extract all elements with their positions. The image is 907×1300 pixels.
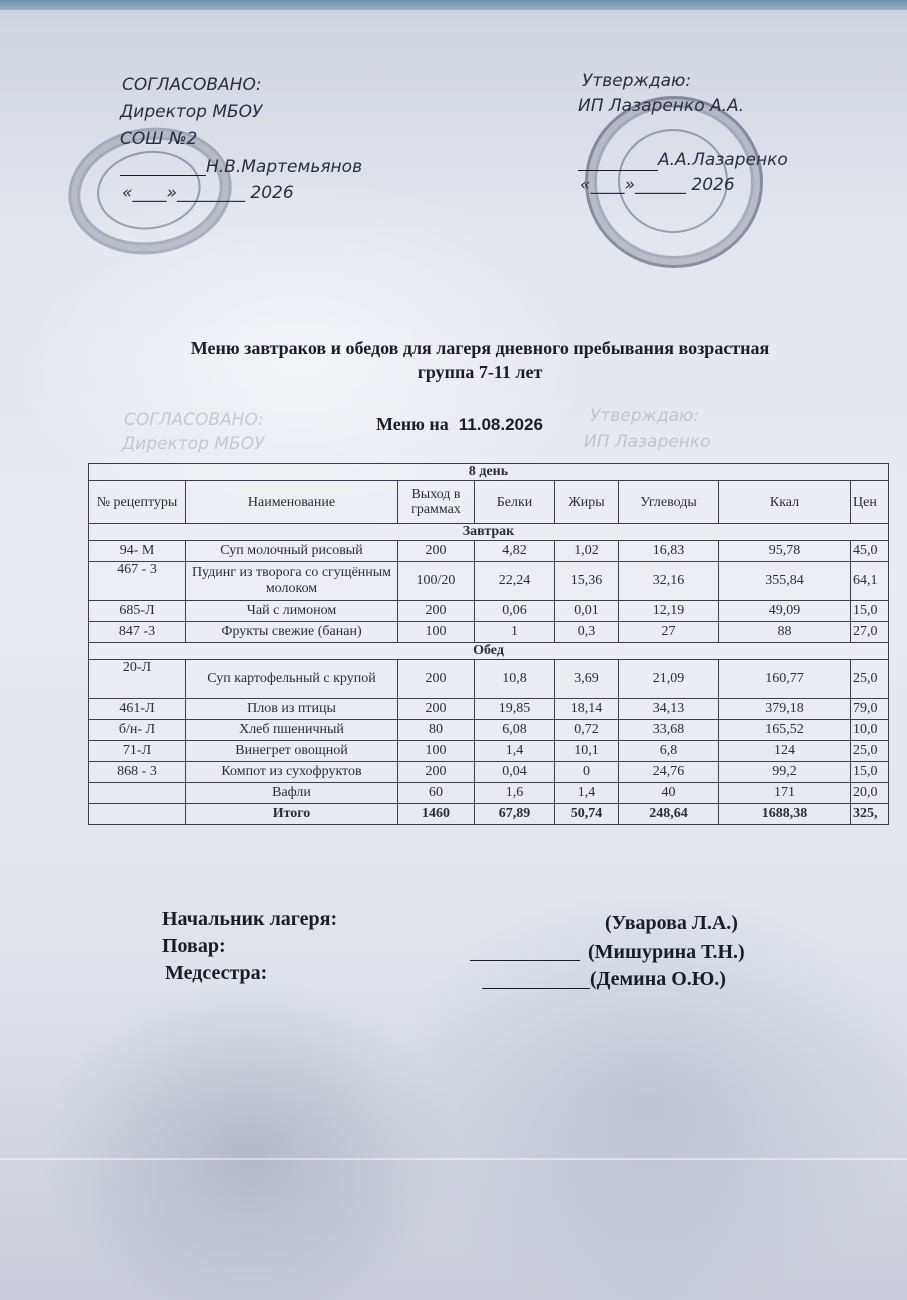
cell-fat: 50,74 — [555, 804, 619, 825]
cell-carbs: 24,76 — [619, 762, 719, 783]
cell-price: 15,0 — [851, 601, 889, 622]
cell-fat: 0,01 — [555, 601, 619, 622]
cell-name: Суп молочный рисовый — [186, 541, 398, 562]
nurse-label: Медсестра: — [165, 962, 268, 984]
cell-protein: 1 — [475, 622, 555, 643]
cell-carbs: 34,13 — [619, 699, 719, 720]
cell-name: Винегрет овощной — [186, 741, 398, 762]
menu-date-label: Меню на — [376, 414, 449, 434]
cell-price: 25,0 — [851, 741, 889, 762]
table-row — [89, 762, 889, 783]
cell-carbs: 6,8 — [619, 741, 719, 762]
day-row — [89, 464, 889, 481]
cell-name: Суп картофельный с крупой — [186, 660, 398, 699]
cell-protein: 4,82 — [475, 541, 555, 562]
cell-code: 868 - 3 — [89, 762, 186, 783]
cell-name: Чай с лимоном — [186, 601, 398, 622]
day-label: 8 день — [89, 464, 889, 481]
cell-price: 25,0 — [851, 660, 889, 699]
cell-carbs: 40 — [619, 783, 719, 804]
cell-price: 10,0 — [851, 720, 889, 741]
cell-code: 94- М — [89, 541, 186, 562]
cell-code — [89, 783, 186, 804]
cell-fat: 10,1 — [555, 741, 619, 762]
cell-protein: 6,08 — [475, 720, 555, 741]
menu-table — [88, 463, 889, 825]
cell-kcal: 95,78 — [719, 541, 851, 562]
ghost-left-title: СОГЛАСОВАНО: — [124, 410, 264, 430]
approval-left-title: СОГЛАСОВАНО: — [122, 75, 262, 95]
table-row — [89, 622, 889, 643]
header-cell: Ккал — [719, 481, 851, 524]
cell-carbs: 33,68 — [619, 720, 719, 741]
cell-protein: 10,8 — [475, 660, 555, 699]
cell-weight: 200 — [398, 762, 475, 783]
cell-weight: 200 — [398, 601, 475, 622]
cell-weight: 100/20 — [398, 562, 475, 601]
cell-weight: 200 — [398, 699, 475, 720]
cell-carbs: 16,83 — [619, 541, 719, 562]
cell-protein: 1,4 — [475, 741, 555, 762]
page-fold — [0, 1158, 907, 1160]
header-cell: Углеводы — [619, 481, 719, 524]
cell-price: 27,0 — [851, 622, 889, 643]
cell-price: 45,0 — [851, 541, 889, 562]
cell-carbs: 12,19 — [619, 601, 719, 622]
cook-signature-line — [470, 960, 580, 961]
cell-fat: 0,3 — [555, 622, 619, 643]
cell-weight: 1460 — [398, 804, 475, 825]
cell-kcal: 160,77 — [719, 660, 851, 699]
approval-right-date: «____»______ 2026 — [580, 175, 735, 195]
ghost-right-line: ИП Лазаренко — [584, 432, 711, 452]
camp-head-name: (Уварова Л.А.) — [605, 912, 738, 934]
cell-name: Пудинг из творога со сгущённым молоком — [186, 562, 398, 601]
cell-weight: 200 — [398, 660, 475, 699]
cell-kcal: 99,2 — [719, 762, 851, 783]
cell-name: Плов из птицы — [186, 699, 398, 720]
cell-weight: 100 — [398, 741, 475, 762]
table-row — [89, 720, 889, 741]
cell-code: 467 - 3 — [89, 562, 186, 601]
cell-kcal: 171 — [719, 783, 851, 804]
table-row — [89, 562, 889, 601]
cell-fat: 1,4 — [555, 783, 619, 804]
cell-price: 20,0 — [851, 783, 889, 804]
cell-kcal: 88 — [719, 622, 851, 643]
cell-kcal: 124 — [719, 741, 851, 762]
header-cell: Жиры — [555, 481, 619, 524]
cell-name: Хлеб пшеничный — [186, 720, 398, 741]
cell-kcal: 1688,38 — [719, 804, 851, 825]
ghost-right-title: Утверждаю: — [590, 406, 700, 426]
cell-kcal: 49,09 — [719, 601, 851, 622]
approval-left-signer: Н.В.Мартемьянов — [206, 157, 363, 177]
header-row — [89, 481, 889, 524]
approval-right-line1: ИП Лазаренко А.А. — [578, 96, 745, 116]
section-row-breakfast — [89, 524, 889, 541]
signature-line-right — [578, 170, 658, 171]
total-row — [89, 804, 889, 825]
section-row-lunch — [89, 643, 889, 660]
cell-carbs: 248,64 — [619, 804, 719, 825]
document-title — [110, 336, 850, 384]
header-cell: Цен — [851, 481, 889, 524]
cook-name: (Мишурина Т.Н.) — [588, 941, 745, 963]
cell-price: 325, — [851, 804, 889, 825]
cell-carbs: 27 — [619, 622, 719, 643]
cell-carbs: 21,09 — [619, 660, 719, 699]
section-label-lunch: Обед — [89, 643, 889, 660]
cell-carbs: 32,16 — [619, 562, 719, 601]
approval-left-date: «____»________ 2026 — [122, 183, 294, 203]
approval-left-line1: Директор МБОУ — [120, 102, 263, 122]
cell-fat: 1,02 — [555, 541, 619, 562]
cell-fat: 0,72 — [555, 720, 619, 741]
approval-left-line2: СОШ №2 — [120, 129, 198, 149]
header-cell: Белки — [475, 481, 555, 524]
cell-code: б/н- Л — [89, 720, 186, 741]
cell-code — [89, 804, 186, 825]
cell-price: 64,1 — [851, 562, 889, 601]
cell-name: Компот из сухофруктов — [186, 762, 398, 783]
cell-protein: 19,85 — [475, 699, 555, 720]
table-row — [89, 541, 889, 562]
cell-code: 20-Л — [89, 660, 186, 699]
cell-price: 15,0 — [851, 762, 889, 783]
header-cell: Наименование — [186, 481, 398, 524]
camp-head-label: Начальник лагеря: — [162, 908, 338, 930]
cell-kcal: 379,18 — [719, 699, 851, 720]
cell-code: 847 -3 — [89, 622, 186, 643]
cook-label: Повар: — [162, 935, 226, 957]
cell-name: Фрукты свежие (банан) — [186, 622, 398, 643]
cell-fat: 0 — [555, 762, 619, 783]
cell-weight: 80 — [398, 720, 475, 741]
table-row — [89, 699, 889, 720]
approval-right-signer: А.А.Лазаренко — [658, 150, 788, 170]
cell-weight: 200 — [398, 541, 475, 562]
cell-name: Итого — [186, 804, 398, 825]
table-row — [89, 601, 889, 622]
cell-code: 71-Л — [89, 741, 186, 762]
cell-kcal: 355,84 — [719, 562, 851, 601]
cell-protein: 1,6 — [475, 783, 555, 804]
ghost-left-line: Директор МБОУ — [122, 434, 265, 454]
table-row — [89, 660, 889, 699]
background-edge — [0, 0, 907, 10]
nurse-name: (Демина О.Ю.) — [590, 968, 726, 990]
menu-date-line — [376, 414, 543, 435]
document-title-line2: группа 7-11 лет — [417, 362, 543, 382]
signature-line-left — [120, 175, 206, 176]
cell-protein: 67,89 — [475, 804, 555, 825]
cell-protein: 22,24 — [475, 562, 555, 601]
table-row — [89, 783, 889, 804]
cell-protein: 0,06 — [475, 601, 555, 622]
approval-right-title: Утверждаю: — [582, 71, 692, 91]
table-row — [89, 741, 889, 762]
cell-price: 79,0 — [851, 699, 889, 720]
cell-protein: 0,04 — [475, 762, 555, 783]
cell-code: 461-Л — [89, 699, 186, 720]
cell-fat: 18,14 — [555, 699, 619, 720]
menu-date-value: 11.08.2026 — [458, 415, 543, 434]
cell-code: 685-Л — [89, 601, 186, 622]
section-label-breakfast: Завтрак — [89, 524, 889, 541]
cell-kcal: 165,52 — [719, 720, 851, 741]
cell-weight: 100 — [398, 622, 475, 643]
cell-fat: 15,36 — [555, 562, 619, 601]
nurse-signature-line — [482, 988, 590, 989]
cell-name: Вафли — [186, 783, 398, 804]
header-cell: № рецептуры — [89, 481, 186, 524]
document-title-line1: Меню завтраков и обедов для лагеря дневного пребывания возрастная — [190, 338, 770, 358]
header-cell: Выход в граммах — [398, 481, 475, 524]
cell-weight: 60 — [398, 783, 475, 804]
cell-fat: 3,69 — [555, 660, 619, 699]
